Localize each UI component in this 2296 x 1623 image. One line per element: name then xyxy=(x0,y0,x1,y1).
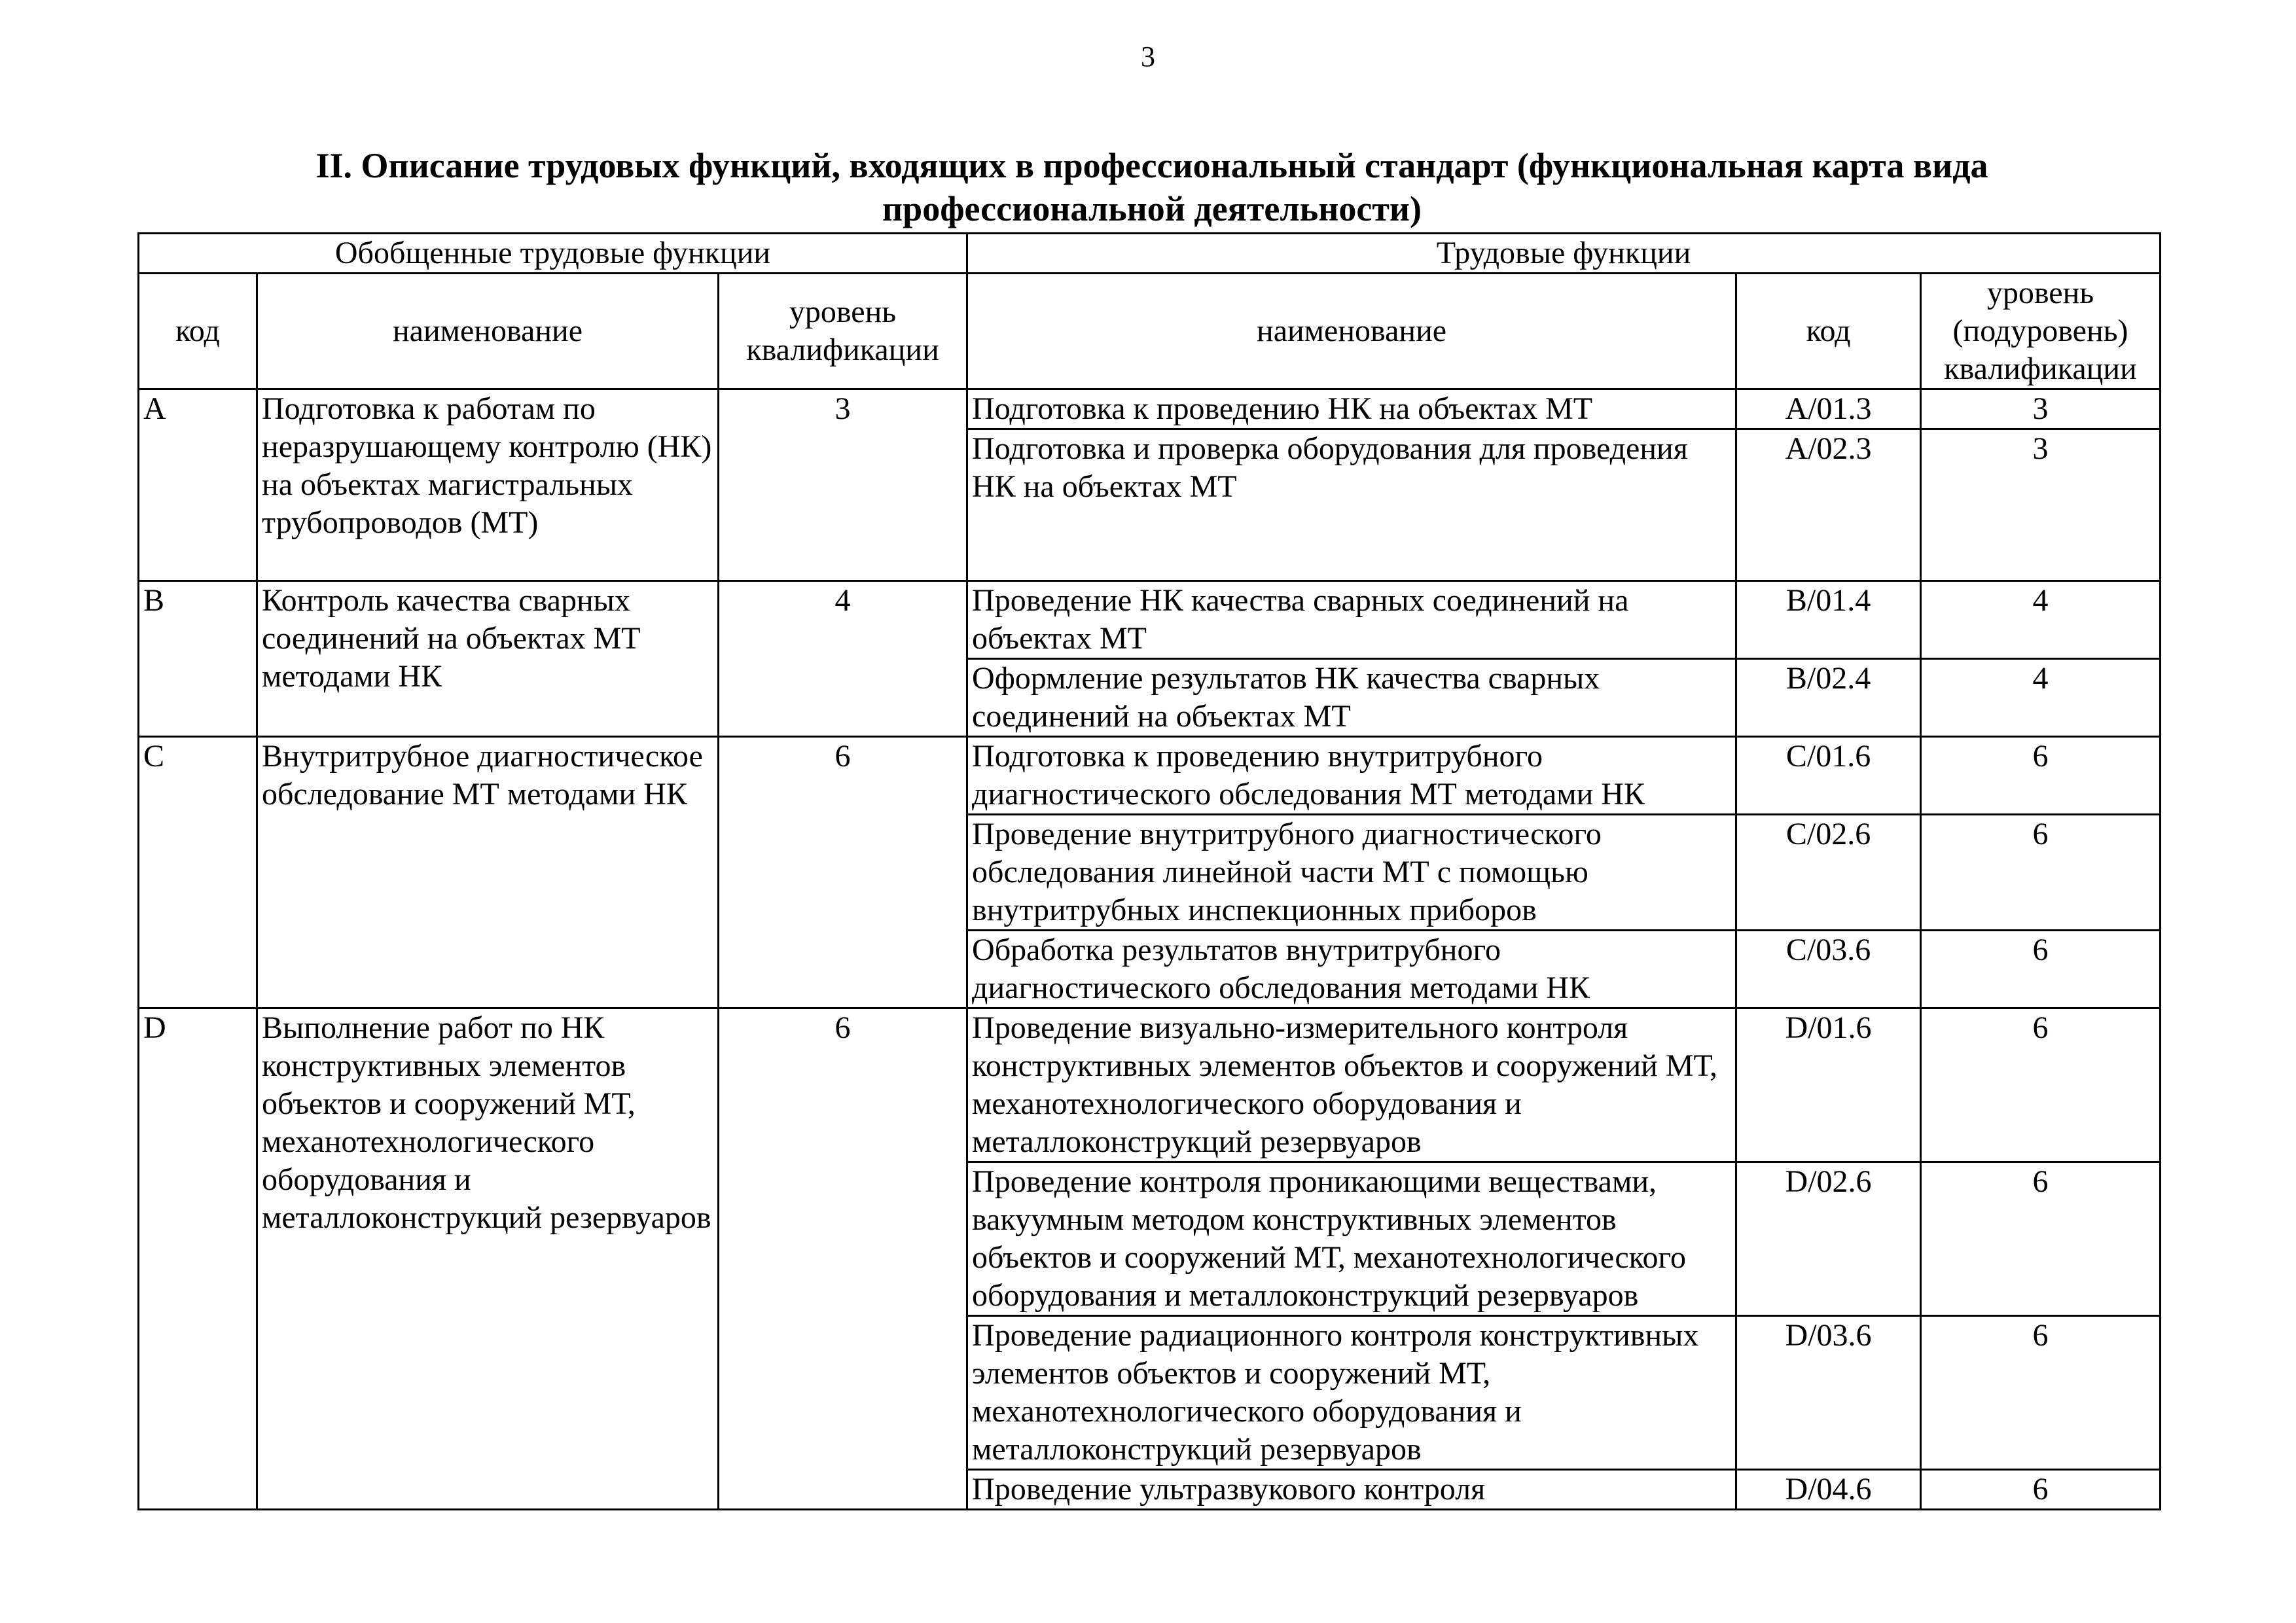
function-code: A/02.3 xyxy=(1736,429,1921,581)
function-level: 6 xyxy=(1921,1470,2161,1510)
function-code: A/01.3 xyxy=(1736,389,1921,429)
group-name: Выполнение работ по НК конструктивных элементов объектов и сооружений МТ, механотехнологического оборудования и металлоконструкций резервуаров xyxy=(257,1008,719,1510)
table-column-header-row xyxy=(139,274,2161,389)
function-name: Проведение внутритрубного диагностического обследования линейной части МТ с помощью внутритрубных инспекционных приборов xyxy=(967,815,1736,931)
header-function-code: код xyxy=(1736,274,1921,389)
group-name: Внутритрубное диагностическое обследование МТ методами НК xyxy=(257,737,719,1008)
function-code: B/02.4 xyxy=(1736,659,1921,737)
group-code: D xyxy=(139,1008,257,1510)
group-level: 4 xyxy=(719,581,967,737)
header-generalized-functions: Обобщенные трудовые функции xyxy=(139,234,967,274)
group-name: Контроль качества сварных соединений на объектах МТ методами НК xyxy=(257,581,719,737)
group-code: B xyxy=(139,581,257,737)
header-generalized-name: наименование xyxy=(257,274,719,389)
function-name: Проведение контроля проникающими веществами, вакуумным методом конструктивных элементов объектов и сооружений МТ, механотехнологического оборудования и металлоконструкций резервуаров xyxy=(967,1162,1736,1316)
header-generalized-level: уровень квалификации xyxy=(719,274,967,389)
function-code: C/01.6 xyxy=(1736,737,1921,815)
table-row xyxy=(139,1008,2161,1162)
header-generalized-code: код xyxy=(139,274,257,389)
function-level: 4 xyxy=(1921,581,2161,659)
function-level: 6 xyxy=(1921,1162,2161,1316)
function-code: D/02.6 xyxy=(1736,1162,1921,1316)
function-name: Обработка результатов внутритрубного диагностического обследования методами НК xyxy=(967,931,1736,1008)
group-name: Подготовка к работам по неразрушающему контролю (НК) на объектах магистральных трубопроводов (МТ) xyxy=(257,389,719,581)
function-code: D/04.6 xyxy=(1736,1470,1921,1510)
function-code: C/02.6 xyxy=(1736,815,1921,931)
section-title: II. Описание трудовых функций, входящих в профессиональный стандарт (функциональная карта вида профессиональной деятельности) xyxy=(315,146,1988,228)
function-name: Проведение ультразвукового контроля xyxy=(967,1470,1736,1510)
function-level: 6 xyxy=(1921,931,2161,1008)
header-function-level: уровень (подуровень) квалификации xyxy=(1921,274,2161,389)
function-level: 6 xyxy=(1921,1316,2161,1470)
function-level: 6 xyxy=(1921,1008,2161,1162)
function-name: Проведение НК качества сварных соединений на объектах МТ xyxy=(967,581,1736,659)
group-code: C xyxy=(139,737,257,1008)
header-labor-functions: Трудовые функции xyxy=(967,234,2161,274)
function-name: Оформление результатов НК качества сварных соединений на объектах МТ xyxy=(967,659,1736,737)
group-code: A xyxy=(139,389,257,581)
function-code: D/01.6 xyxy=(1736,1008,1921,1162)
table-row xyxy=(139,737,2161,815)
function-code: C/03.6 xyxy=(1736,931,1921,1008)
function-name: Подготовка к проведению внутритрубного диагностического обследования МТ методами НК xyxy=(967,737,1736,815)
group-level: 6 xyxy=(719,1008,967,1510)
function-level: 4 xyxy=(1921,659,2161,737)
table-row xyxy=(139,389,2161,429)
function-name: Подготовка к проведению НК на объектах МТ xyxy=(967,389,1736,429)
function-name: Проведение радиационного контроля конструктивных элементов объектов и сооружений МТ, механотехнологического оборудования и металлоконструкций резервуаров xyxy=(967,1316,1736,1470)
header-function-name: наименование xyxy=(967,274,1736,389)
function-level: 6 xyxy=(1921,737,2161,815)
table-group-header-row xyxy=(139,234,2161,274)
function-level: 6 xyxy=(1921,815,2161,931)
function-code: D/03.6 xyxy=(1736,1316,1921,1470)
function-name: Подготовка и проверка оборудования для проведения НК на объектах МТ xyxy=(967,429,1736,581)
function-level: 3 xyxy=(1921,429,2161,581)
group-level: 6 xyxy=(719,737,967,1008)
functional-map-table xyxy=(137,232,2161,1510)
group-level: 3 xyxy=(719,389,967,581)
function-code: B/01.4 xyxy=(1736,581,1921,659)
table-row xyxy=(139,581,2161,659)
function-level: 3 xyxy=(1921,389,2161,429)
function-name: Проведение визуально-измерительного контроля конструктивных элементов объектов и сооружений МТ, механотехнологического оборудования и металлоконструкций резервуаров xyxy=(967,1008,1736,1162)
page-number: 3 xyxy=(1141,41,1155,73)
